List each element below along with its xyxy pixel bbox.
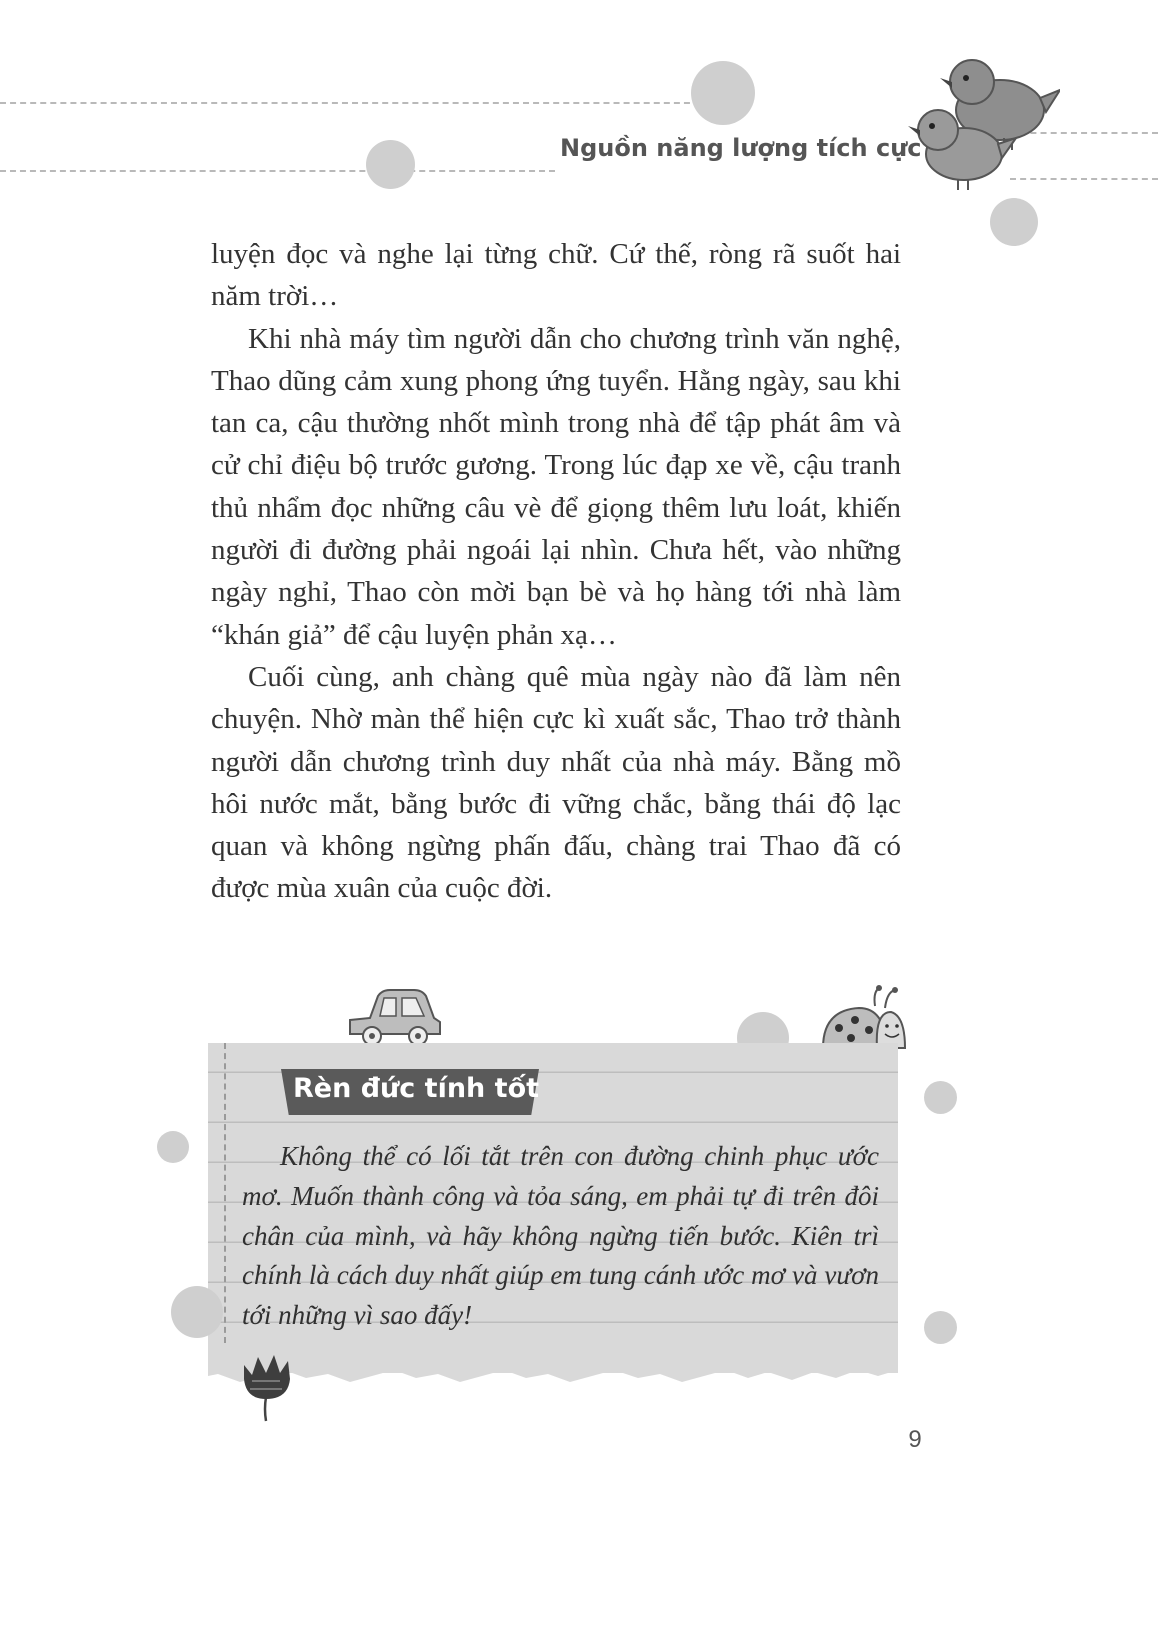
decor-dot <box>990 198 1038 246</box>
body-paragraph: Cuối cùng, anh chàng quê mùa ngày nào đã làm nên chuyện. Nhờ màn thể hiện cực kì xuất sắc, Thao trở thành người dẫn chương trình duy nhất của nhà máy. Bằng mồ hôi nước mắt, bằng bước đi vững chắc, bằng thái độ lạc quan và không ngừng phấn đấu, chàng trai Thao đã có được mùa xuân của cuộc đời. <box>211 660 901 905</box>
decor-dot <box>924 1311 957 1344</box>
decor-dot <box>171 1286 223 1338</box>
torn-edge <box>208 1360 898 1390</box>
header-dash-line-top <box>0 102 700 104</box>
header-dash-line-bottom <box>0 170 555 172</box>
tulip-icon <box>238 1345 298 1425</box>
lesson-title: Rèn đức tính tốt <box>293 1073 540 1104</box>
body-text <box>211 233 901 910</box>
body-paragraph: luyện đọc và nghe lại từng chữ. Cứ thế, ròng rã suốt hai năm trời… <box>211 238 901 313</box>
body-paragraph: Khi nhà máy tìm người dẫn cho chương trình văn nghệ, Thao dũng cảm xung phong ứng tuyển. Hằng ngày, sau khi tan ca, cậu thường nhốt mình trong nhà để tập phát âm và cử chỉ điệu bộ trước gương. Trong lúc đạp xe về, cậu tranh thủ nhẩm đọc những câu vè để giọng thêm lưu loát, khiến người đi đường phải ngoái lại nhìn. Chưa hết, vào những ngày nghỉ, Thao còn mời bạn bè và họ hàng tới nhà làm “khán giả” để cậu luyện phản xạ… <box>211 322 901 651</box>
margin-rule <box>224 1043 226 1343</box>
running-title: Nguồn năng lượng tích cực <box>560 134 922 162</box>
lesson-text: Không thể có lối tắt trên con đường chinh phục ước mơ. Muốn thành công và tỏa sáng, em phải tự đi trên đôi chân của mình, và hãy không ngừng tiến bước. Kiên trì chính là cách duy nhất giúp em tung cánh ước mơ và vươn tới những vì sao đấy! <box>242 1141 879 1331</box>
decor-dot <box>691 61 755 125</box>
decor-dot <box>366 140 415 189</box>
car-icon <box>340 982 450 1052</box>
bird-icon <box>900 50 1060 200</box>
decor-dot <box>157 1131 189 1163</box>
decor-dot <box>924 1081 957 1114</box>
page-number: 9 <box>908 1426 922 1453</box>
